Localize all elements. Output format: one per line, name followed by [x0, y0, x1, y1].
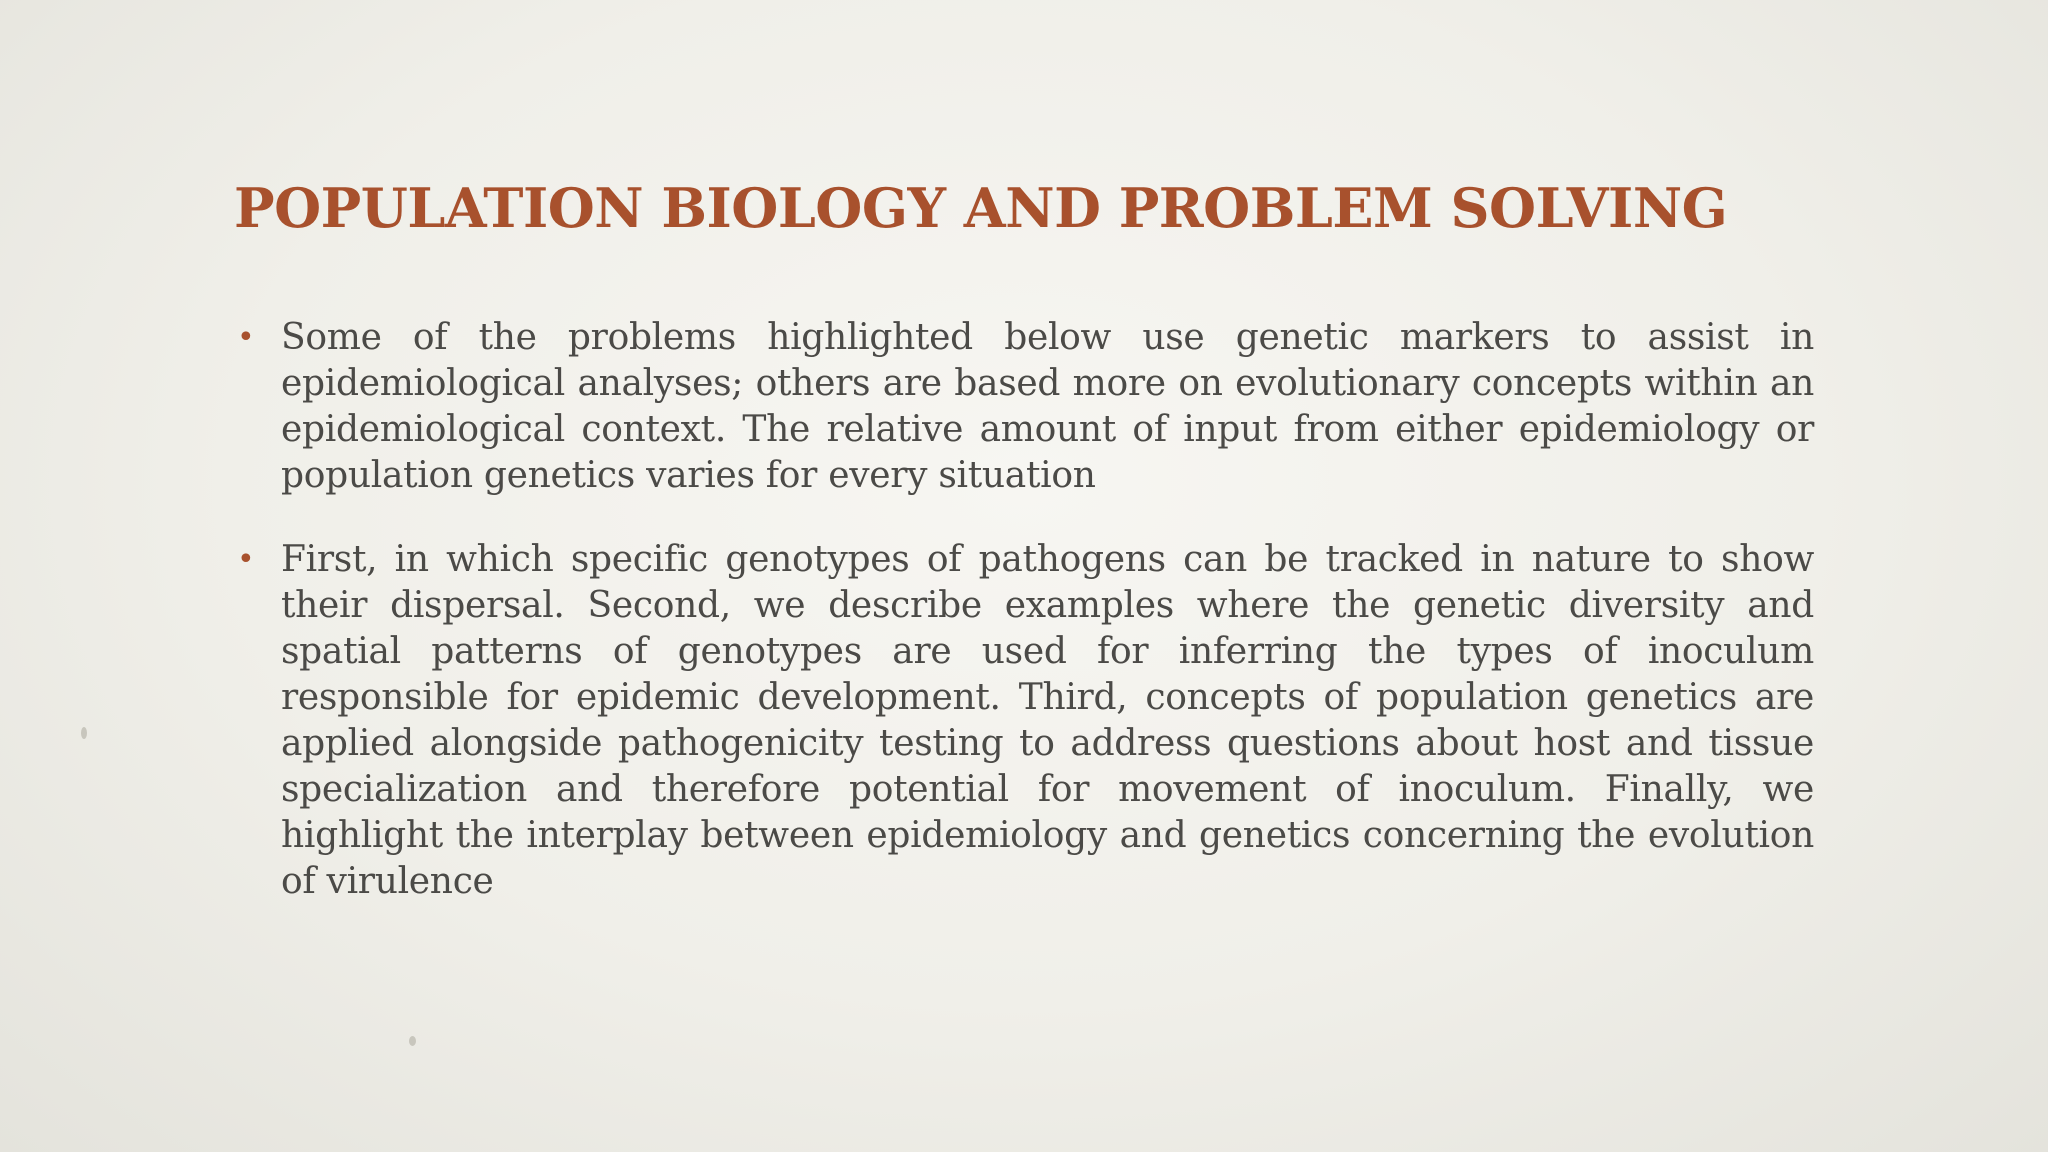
- bullet-text: First, in which specific genotypes of pathogens can be tracked in nature to show their dispersal. Second, we describe examples where the genetic diversity and spatial patterns of genotypes are used for inferring the types of inoculum responsible for epidemic development. Third, concepts of population genetics are applied alongside pathogenicity testing to address questions about host and tissue specialization and therefore potential for movement of inoculum. Finally, we highlight the interplay between epidemiology and genetics concerning the evolution of virulence: [281, 539, 1814, 902]
- list-item: [237, 315, 1814, 499]
- paper-speck: [81, 727, 87, 739]
- bullet-icon: •: [237, 542, 255, 577]
- bullet-list: [237, 315, 1814, 943]
- list-item: [237, 537, 1814, 905]
- bullet-icon: •: [237, 320, 255, 355]
- bullet-text: Some of the problems highlighted below use genetic markers to assist in epidemiological analyses; others are based more on evolutionary concepts within an epidemiological context. The relative amount of input from either epidemiology or population genetics varies for every situation: [281, 317, 1814, 496]
- paper-speck: [409, 1036, 416, 1046]
- slide-title: POPULATION BIOLOGY AND PROBLEM SOLVING: [234, 176, 1728, 240]
